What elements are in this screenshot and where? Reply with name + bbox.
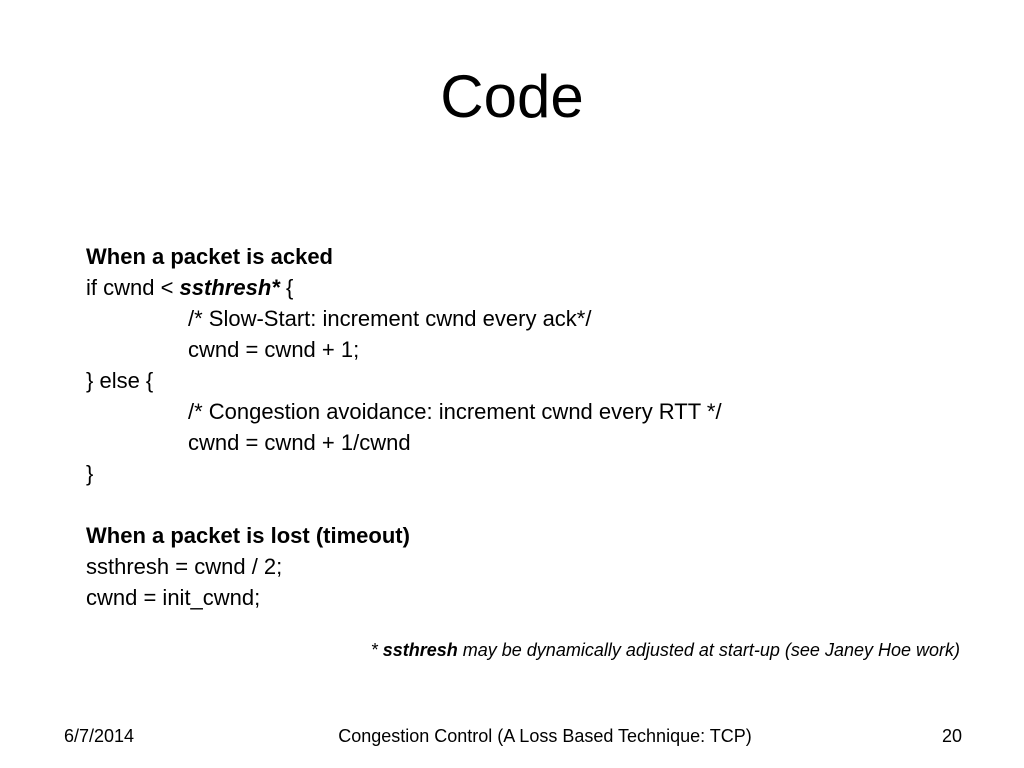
footnote-term: ssthresh — [382, 640, 458, 660]
slow-start-statement: cwnd = cwnd + 1; — [188, 337, 360, 362]
slide-title: Code — [440, 63, 584, 130]
code-block — [86, 241, 986, 613]
if-condition-line — [86, 272, 986, 303]
lost-heading: When a packet is lost (timeout) — [86, 523, 410, 548]
congestion-avoidance-comment: /* Congestion avoidance: increment cwnd every RTT */ — [188, 399, 722, 424]
page-number: 20 — [941, 726, 962, 746]
ssthresh-term: ssthresh* — [179, 275, 280, 300]
footer-title: Congestion Control (A Loss Based Technique: TCP) — [338, 726, 752, 746]
footer-date: 6/7/2014 — [64, 726, 135, 746]
if-prefix: if cwnd < — [86, 275, 180, 300]
close-brace-line: } — [86, 461, 94, 486]
congestion-avoidance-statement: cwnd = cwnd + 1/cwnd — [188, 430, 411, 455]
slow-start-comment: /* Slow-Start: increment cwnd every ack*/ — [188, 306, 592, 331]
cwnd-reset: cwnd = init_cwnd; — [86, 585, 261, 610]
footnote-marker: * — [370, 640, 383, 660]
blank-line — [86, 489, 986, 520]
acked-heading: When a packet is acked — [86, 244, 333, 269]
if-suffix: { — [279, 275, 294, 300]
ssthresh-assignment: ssthresh = cwnd / 2; — [86, 554, 283, 579]
footnote-text: may be dynamically adjusted at start-up (see Janey Hoe work) — [457, 640, 960, 660]
else-line: } else { — [86, 368, 154, 393]
footnote — [371, 638, 960, 662]
